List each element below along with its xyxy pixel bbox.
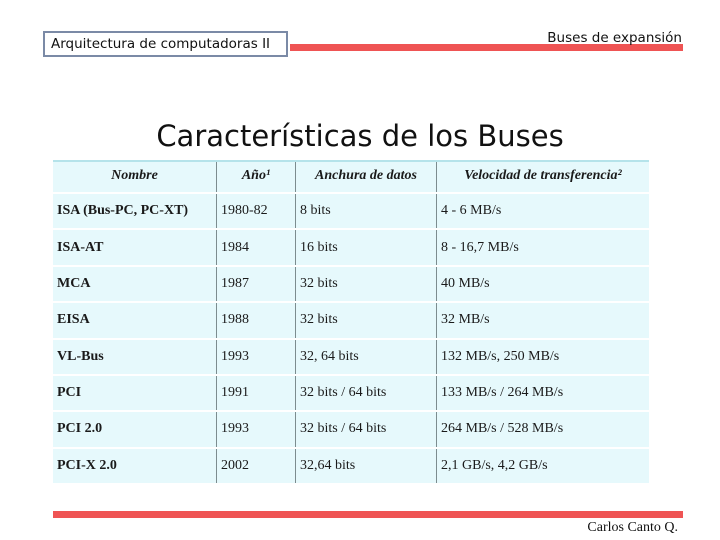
header-anchura: Anchura de datos bbox=[296, 160, 437, 193]
cell-ano: 1991 bbox=[217, 375, 296, 411]
course-title: Arquitectura de computadoras II bbox=[43, 31, 288, 57]
cell-anchura: 32, 64 bits bbox=[296, 339, 437, 375]
cell-nombre: PCI bbox=[53, 375, 217, 411]
cell-velocidad: 132 MB/s, 250 MB/s bbox=[437, 339, 650, 375]
cell-nombre: EISA bbox=[53, 302, 217, 338]
table-row bbox=[53, 266, 649, 302]
cell-ano: 1993 bbox=[217, 339, 296, 375]
table-row bbox=[53, 339, 649, 375]
table-row bbox=[53, 302, 649, 338]
cell-anchura: 16 bits bbox=[296, 229, 437, 265]
cell-anchura: 8 bits bbox=[296, 193, 437, 229]
cell-ano: 1984 bbox=[217, 229, 296, 265]
table-header-row bbox=[53, 160, 649, 193]
cell-nombre: VL-Bus bbox=[53, 339, 217, 375]
section-title: Buses de expansión bbox=[547, 30, 682, 46]
cell-nombre: MCA bbox=[53, 266, 217, 302]
buses-table-container bbox=[53, 160, 649, 485]
cell-nombre: PCI 2.0 bbox=[53, 411, 217, 447]
cell-velocidad: 2,1 GB/s, 4,2 GB/s bbox=[437, 448, 650, 484]
cell-velocidad: 133 MB/s / 264 MB/s bbox=[437, 375, 650, 411]
cell-ano: 2002 bbox=[217, 448, 296, 484]
cell-ano: 1987 bbox=[217, 266, 296, 302]
table-row bbox=[53, 193, 649, 229]
cell-velocidad: 4 - 6 MB/s bbox=[437, 193, 650, 229]
cell-nombre: ISA-AT bbox=[53, 229, 217, 265]
header-ano: Año¹ bbox=[217, 160, 296, 193]
cell-anchura: 32,64 bits bbox=[296, 448, 437, 484]
cell-ano: 1988 bbox=[217, 302, 296, 338]
buses-table bbox=[53, 160, 649, 485]
cell-velocidad: 8 - 16,7 MB/s bbox=[437, 229, 650, 265]
table-row bbox=[53, 411, 649, 447]
header-velocidad: Velocidad de transferencia² bbox=[437, 160, 650, 193]
cell-nombre: PCI-X 2.0 bbox=[53, 448, 217, 484]
cell-anchura: 32 bits / 64 bits bbox=[296, 411, 437, 447]
cell-nombre: ISA (Bus-PC, PC-XT) bbox=[53, 193, 217, 229]
table-row bbox=[53, 448, 649, 484]
footer-divider-line bbox=[53, 511, 683, 518]
cell-ano: 1993 bbox=[217, 411, 296, 447]
cell-anchura: 32 bits bbox=[296, 302, 437, 338]
cell-ano: 1980-82 bbox=[217, 193, 296, 229]
author-name: Carlos Canto Q. bbox=[587, 520, 678, 535]
cell-velocidad: 32 MB/s bbox=[437, 302, 650, 338]
table-row bbox=[53, 229, 649, 265]
cell-velocidad: 264 MB/s / 528 MB/s bbox=[437, 411, 650, 447]
header-nombre: Nombre bbox=[53, 160, 217, 193]
cell-velocidad: 40 MB/s bbox=[437, 266, 650, 302]
table-row bbox=[53, 375, 649, 411]
cell-anchura: 32 bits bbox=[296, 266, 437, 302]
cell-anchura: 32 bits / 64 bits bbox=[296, 375, 437, 411]
slide-title: Características de los Buses bbox=[156, 119, 564, 153]
